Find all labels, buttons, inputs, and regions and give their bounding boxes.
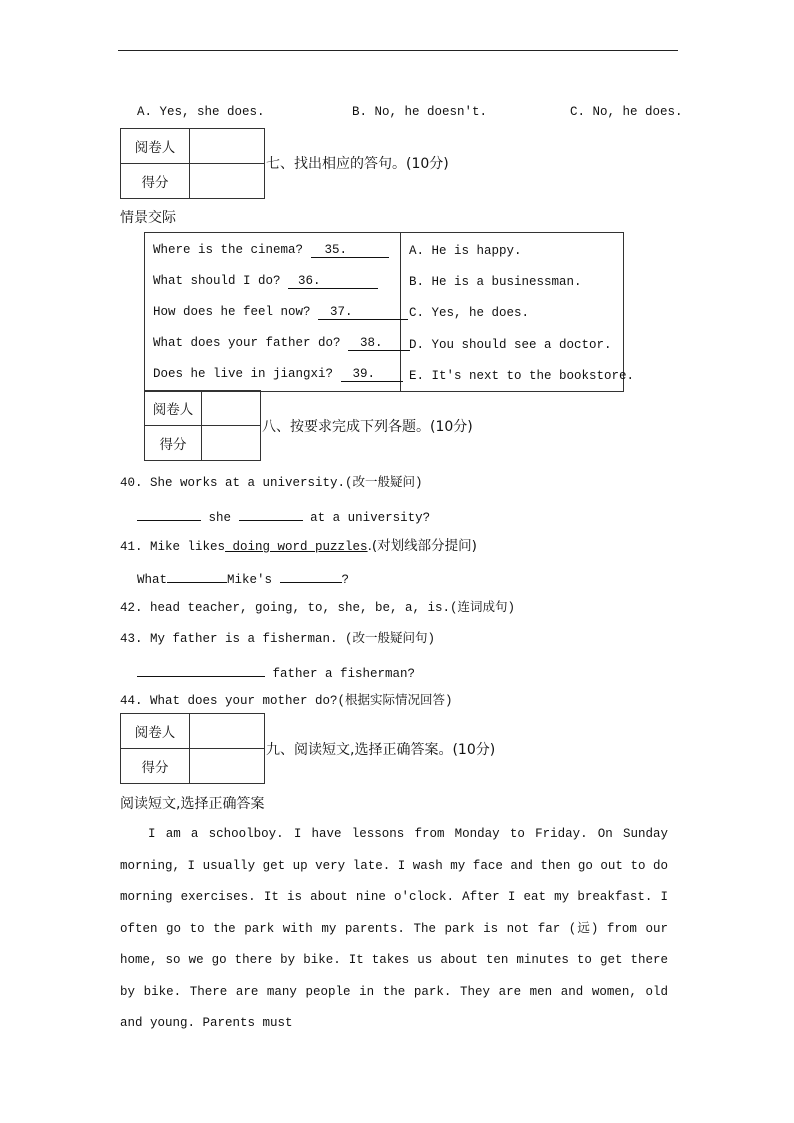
question-44: 44. What does your mother do?(根据实际情况回答) <box>120 694 453 708</box>
answer-line-43: father a fisherman? <box>137 661 415 681</box>
option-b: B. No, he doesn't. <box>352 105 488 119</box>
section9-title: 九、阅读短文,选择正确答案。(10分) <box>266 742 496 758</box>
section7-subtitle: 情景交际 <box>120 210 176 226</box>
reviewer-label: 阅卷人 <box>121 714 190 749</box>
question-38: What does your father do? 38. <box>153 336 410 351</box>
score-cell <box>190 164 265 199</box>
score-box-7 <box>120 128 265 199</box>
option-a: A. Yes, she does. <box>137 105 265 119</box>
section8-title: 八、按要求完成下列各题。(10分) <box>262 419 473 435</box>
reviewer-cell <box>190 714 265 749</box>
blank-39: 39. <box>341 367 403 382</box>
blank-35: 35. <box>311 243 389 258</box>
reviewer-cell <box>202 391 261 426</box>
blank-40b <box>239 505 303 521</box>
answer-line-41: What Mike's ? <box>137 567 349 587</box>
score-label: 得分 <box>145 426 202 461</box>
section7-title: 七、找出相应的答句。(10分) <box>266 156 449 172</box>
blank-40a <box>137 505 201 521</box>
score-box-9 <box>120 713 265 784</box>
matching-table <box>144 232 635 392</box>
option-c: C. No, he does. <box>570 105 683 119</box>
reviewer-label: 阅卷人 <box>145 391 202 426</box>
answer-d: D. You should see a doctor. <box>409 338 612 352</box>
question-35: Where is the cinema? 35. <box>153 243 389 258</box>
passage-text: I am a schoolboy. I have lessons from Monday to Friday. On Sunday morning, I usually get up very late. I wash my face and then go out to do morning exercises. It is about nine o'clock. After I eat my breakfast. I often go to the park with my parents. The park is not far (远) from our home, so we go there by bike. It takes us about ten minutes to get there by bike. There are many people in the park. They are men and women, old and young. Parents must <box>120 827 668 1030</box>
reading-passage <box>120 819 668 1040</box>
reviewer-cell <box>190 129 265 164</box>
score-label: 得分 <box>121 749 190 784</box>
question-40: 40. She works at a university.(改一般疑问) <box>120 476 423 490</box>
blank-37: 37. <box>318 305 408 320</box>
score-cell <box>202 426 261 461</box>
score-cell <box>190 749 265 784</box>
question-37: How does he feel now? 37. <box>153 305 408 320</box>
blank-38: 38. <box>348 336 410 351</box>
score-label: 得分 <box>121 164 190 199</box>
question-43: 43. My father is a fisherman. (改一般疑问句) <box>120 632 436 646</box>
answer-b: B. He is a businessman. <box>409 275 582 289</box>
header-rule <box>118 50 678 51</box>
question-39: Does he live in jiangxi? 39. <box>153 367 403 382</box>
question-36: What should I do? 36. <box>153 274 378 289</box>
blank-41b <box>280 567 342 583</box>
score-box-8 <box>144 390 261 461</box>
question-41: 41. Mike likes doing word puzzles.(对划线部分提问) <box>120 538 477 554</box>
blank-36: 36. <box>288 274 378 289</box>
reviewer-label: 阅卷人 <box>121 129 190 164</box>
question-42: 42. head teacher, going, to, she, be, a, is.(连词成句) <box>120 601 516 615</box>
blank-43 <box>137 661 265 677</box>
answer-a: A. He is happy. <box>409 244 522 258</box>
answer-c: C. Yes, he does. <box>409 306 530 320</box>
answer-line-40: she at a university? <box>137 505 430 525</box>
blank-41a <box>167 567 227 583</box>
section9-subtitle: 阅读短文,选择正确答案 <box>120 796 265 812</box>
underlined-phrase: doing word puzzles <box>225 540 368 554</box>
answer-e: E. It's next to the bookstore. <box>409 369 635 383</box>
